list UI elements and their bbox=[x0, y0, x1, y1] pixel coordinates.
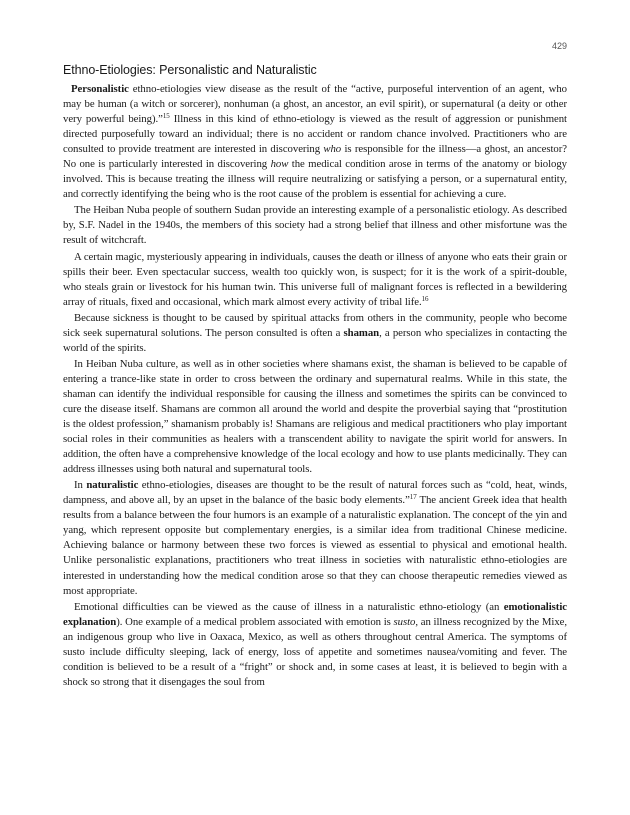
footnote-ref-15: 15 bbox=[162, 112, 170, 121]
paragraph-personalistic bbox=[63, 82, 567, 202]
emphasis-susto: susto bbox=[393, 615, 416, 628]
paragraph-text: ). One example of a medical problem associated with emotion is bbox=[116, 615, 394, 628]
section-heading: Ethno-Etiologies: Personalistic and Naturalistic bbox=[63, 63, 317, 77]
paragraph-text: is responsible for the illness—a ghost, an ancestor? No one is particularly interested in discovering bbox=[63, 143, 567, 171]
paragraph-heiban-nuba: The Heiban Nuba people of southern Sudan provide an interesting example of a personalistic etiology. As described by, S.F. Nadel in the 1940s, the members of this society had a strong belief that illness and other misfortune was the result of witchcraft. bbox=[63, 204, 567, 247]
paragraph-text: , a person who specializes in contacting the world of the spirits. bbox=[63, 326, 568, 354]
paragraph-text: the medical condition arose in terms of the anatomy or biology involved. This is because treating the illness will require neutralizing or satisfying a person, or a supernatural entity, and correctly identifying the being who is the root cause of the problem is essential for achieving a cure. bbox=[63, 158, 568, 201]
term-naturalistic: naturalistic bbox=[86, 479, 139, 492]
paragraph-naturalistic bbox=[63, 478, 567, 598]
term-personalistic: Personalistic bbox=[71, 83, 129, 95]
emphasis-how: how bbox=[270, 158, 289, 171]
paragraph-text: Emotional difficulties can be viewed as the cause of illness in a naturalistic ethno-etiology (an bbox=[74, 600, 504, 613]
quote-text: A certain magic, mysteriously appearing in individuals, causes the death or illness of anyone who eats their grain or spills their beer. Even spectacular success, wealth too quickly won, is suspect; for it is the work of a spirit-double, who steals grain or livestock for his human twin. This universe full of malignant forces is reflected in a bewildering array of rituals, fixed and occasional, which mark almost every activity of tribal life. bbox=[63, 250, 567, 308]
paragraph-emotional bbox=[63, 600, 567, 690]
emphasis-who: who bbox=[323, 143, 342, 156]
paragraph-text: Illness in this kind of ethno-etiology is viewed as the result of aggression or punishment directed purposefully toward an individual; there is no accident or random chance involved. Practitioners who are consulted to provide treatment are interested in discovering bbox=[63, 113, 567, 156]
paragraph-shamans: In Heiban Nuba culture, as well as in other societies where shamans exist, the shaman is believed to be capable of entering a trance-like state in order to cross between the ordinary and supernatural realms. While in this state, the shaman can identify the individual responsible for causing the illness and sometimes the spirits can be convinced to cure the disease itself. Shamans are common all around the world and despite the proverbial saying that “prostitution is the oldest profession,” shamanism probably is! Shamans are religious and medical practitioners who play important social roles in their communities as healers with a transcendent ability to navigate the spirit world for answers. In addition, the often have a comprehensive knowledge of the local ecology and how to use plants medicinally. They can address illnesses using both natural and supernatural tools. bbox=[63, 357, 567, 476]
paragraph-text: ethno-etiologies view disease as the result of the “active, purposeful intervention of an agent, who may be human (a witch or sorcerer), nonhuman (a ghost, an ancestor, an evil spirit), or supernatural (a deity or other very powerful being).” bbox=[63, 83, 567, 126]
paragraph-sickness bbox=[63, 311, 567, 356]
block-quote-nadel bbox=[63, 250, 567, 310]
paragraph-text: In bbox=[74, 479, 87, 492]
paragraph-text: Because sickness is thought to be caused by spiritual attacks from others in the community, people who become sick seek supernatural solutions. The person consulted is often a bbox=[63, 311, 567, 339]
body-text bbox=[63, 82, 567, 691]
paragraph-text: , an illness recognized by the Mixe, an indigenous group who live in Oaxaca, Mexico, as well as others throughout central America. The symptoms of susto include difficulty sleeping, lack of energy, loss of appetite and sometimes nausea/vomiting and fever. The condition is believed to be a result of a “fright” or shock and, in some cases at least, it is believed to begin with a shock so strong that it disengages the soul from bbox=[63, 615, 567, 688]
page-number: 429 bbox=[551, 41, 567, 51]
term-shaman: shaman bbox=[343, 326, 380, 339]
footnote-ref-16: 16 bbox=[421, 294, 429, 303]
paragraph-text: ethno-etiologies, diseases are thought to be the result of natural forces such as “cold, heat, winds, dampness, and above all, by an upset in the balance of the basic body elements.” bbox=[63, 479, 567, 507]
term-emotionalistic-explanation: emotionalistic explanation bbox=[63, 600, 567, 628]
paragraph-text: The ancient Greek idea that health results from a balance between the four humors is an example of a naturalistic explanation. The concept of the yin and yang, which represent opposite but complementary energies, is a similar idea from traditional Chinese medicine. Achieving balance or harmony between these two forces is viewed as essential to physical and emotional health. Unlike personalistic explanations, practitioners who treat illness in societies with naturalistic ethno-etiologies are interested in understanding how the medical condition arose so that they can choose therapeutic remedies viewed as most appropriate. bbox=[63, 494, 567, 597]
footnote-ref-17: 17 bbox=[409, 493, 417, 502]
